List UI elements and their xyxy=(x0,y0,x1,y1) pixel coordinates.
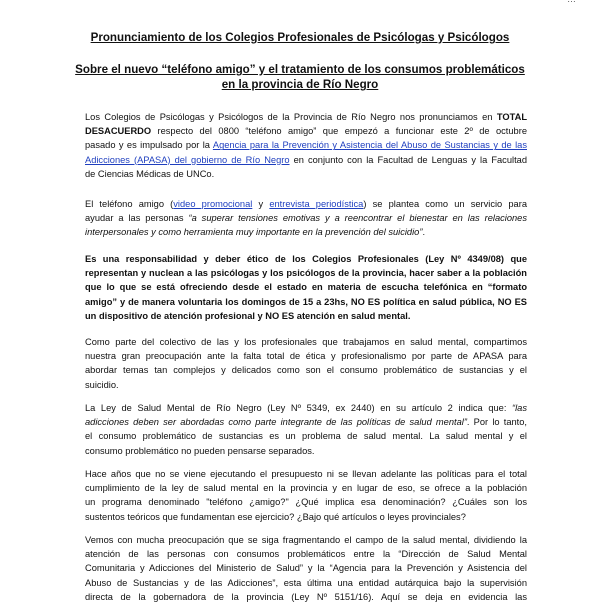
p7-line: Comunitaria y Adicciones del Ministerio de Salud” y la “Agencia para la Prevención y Asistencia del xyxy=(85,563,527,574)
p5-text-d: . Por lo tanto, xyxy=(466,417,527,428)
p1-text-f: en conjunto con la Facultad de Lenguas y la Facultad xyxy=(289,154,527,165)
p5-text-f: consumo problemático no pueden pensarse separados. xyxy=(85,445,315,456)
paragraph-4 xyxy=(85,335,527,392)
paragraph-1 xyxy=(85,110,527,181)
paragraph-2 xyxy=(85,197,527,240)
document-subtitle xyxy=(0,62,600,92)
document-title: Pronunciamiento de los Colegios Profesionales de Psicólogas y Psicólogos xyxy=(90,31,510,44)
p6-line: Hace años que no se viene ejecutando el presupuesto ni se llevan adelante las políticas para el total xyxy=(85,469,527,479)
p4-line: suicidio. xyxy=(85,379,119,390)
subtitle-line-1: Sobre el nuevo “teléfono amigo” y el tratamiento de los consumos problemáticos xyxy=(75,63,525,76)
p4-line: abordar temas tan complejos y delicados como son el consumo problemático de sustancias y el xyxy=(85,365,527,376)
p7-line: directa de la gobernadora de la provincia (Ley Nº 5151/16). Aquí se deja en evidencia las xyxy=(85,591,527,602)
p2-text-c: ) se plantea como un servicio para xyxy=(363,199,527,209)
p5-quote-start: “las xyxy=(512,403,527,413)
p2-text-d: ayudar a las personas xyxy=(85,213,189,224)
apasa-link-continued[interactable]: Adicciones (APASA) del gobierno de Río Negro xyxy=(85,154,290,165)
p7-line: Vemos con mucha preocupación que se siga fragmentando el campo de la salud mental, dividiendo la xyxy=(85,535,527,545)
p4-line: Como parte del colectivo de las y los profesionales que trabajamos en salud mental, compartimos xyxy=(85,337,527,347)
p1-text-g: de Ciencias Médicas de UNCo. xyxy=(85,168,215,179)
p3-line: que lo que se está ofreciendo desde el estado en materia de escucha telefónica en “formato xyxy=(85,282,527,293)
p7-line: Abuso de Sustancias y de las Adicciones”, esta última una entidad autárquica bajo la supervisión xyxy=(85,577,527,588)
p3-line: un dispositivo de atención profesional y NO ES atención en salud mental. xyxy=(85,310,411,321)
p1-bold-total: TOTAL xyxy=(496,112,527,122)
p1-text-e: pasado y es impulsado por la xyxy=(85,140,213,151)
p1-bold-desacuerdo: DESACUERDO xyxy=(85,126,152,137)
p3-line: representan y nuclean a las psicólogas y los psicólogos de la provincia, hacer saber a la población xyxy=(85,268,527,279)
p6-line: cumplimiento de la ley de salud mental en la provincia y en lugar de eso, se ofrece a la población xyxy=(85,483,527,494)
p2-text-g: . xyxy=(422,227,426,238)
subtitle-line-2: en la provincia de Río Negro xyxy=(221,78,379,91)
apasa-link[interactable]: Agencia para la Prevención y Asistencia del Abuso de Sustancias y de las xyxy=(212,140,527,151)
p3-line: amigo” y de manera voluntaria los domingos de 15 a 23hs, NO ES política en salud pública, NO ES xyxy=(85,296,527,307)
p4-line: nuestra gran preocupación ante la falta total de ética y profesionalismo por parte de APASA para xyxy=(85,351,527,362)
paragraph-7 xyxy=(85,533,527,604)
p5-quote: adicciones deben ser abordadas como parte integrante de las políticas de salud mental” xyxy=(85,417,467,428)
p7-line: atención de las personas con consumos problemáticos entre la “Dirección de Salud Mental xyxy=(85,549,527,560)
video-promocional-link[interactable]: video promocional xyxy=(173,199,253,209)
p3-line: Es una responsabilidad y deber ético de los Colegios Profesionales (Ley Nº 4349/08) que xyxy=(85,254,527,264)
p5-text-a: La Ley de Salud Mental de Río Negro (Ley Nº 5349, ex 2440) en su artículo 2 indica que: xyxy=(85,403,513,413)
p2-text-b: y xyxy=(252,199,270,209)
p6-line: sustentos teóricos que fundamentan ese ejercicio? ¿Bajo qué artículos o leyes provinciales? xyxy=(85,511,466,522)
p5-text-e: el consumo problemático de sustancias es un problema de salud mental. La salud mental y el xyxy=(85,431,527,442)
p6-line: un programa denominado "teléfono ¿amigo?" ¿Qué implica esa denominación? ¿Cuáles son los xyxy=(85,497,527,508)
p1-text-d: respecto del 0800 “teléfono amigo” que empezó a funcionar este 2º de octubre xyxy=(151,126,527,137)
p2-quote-2: interpersonales y como herramienta muy importante en la prevención del suicidio” xyxy=(85,227,423,238)
paragraph-3 xyxy=(85,252,527,323)
p1-text-a: Los Colegios de Psicólogas y Psicólogos de la Provincia de Río Negro nos pronunciamos en xyxy=(85,112,497,122)
paragraph-5 xyxy=(85,401,527,458)
entrevista-periodistica-link[interactable]: entrevista periodística xyxy=(269,199,364,209)
header-fragment xyxy=(567,0,576,4)
paragraph-6 xyxy=(85,467,527,524)
p2-text-a: El teléfono amigo ( xyxy=(85,199,174,209)
p2-quote-1: “a superar tensiones emotivas y a reencontrar el bienestar en las relaciones xyxy=(188,213,527,224)
